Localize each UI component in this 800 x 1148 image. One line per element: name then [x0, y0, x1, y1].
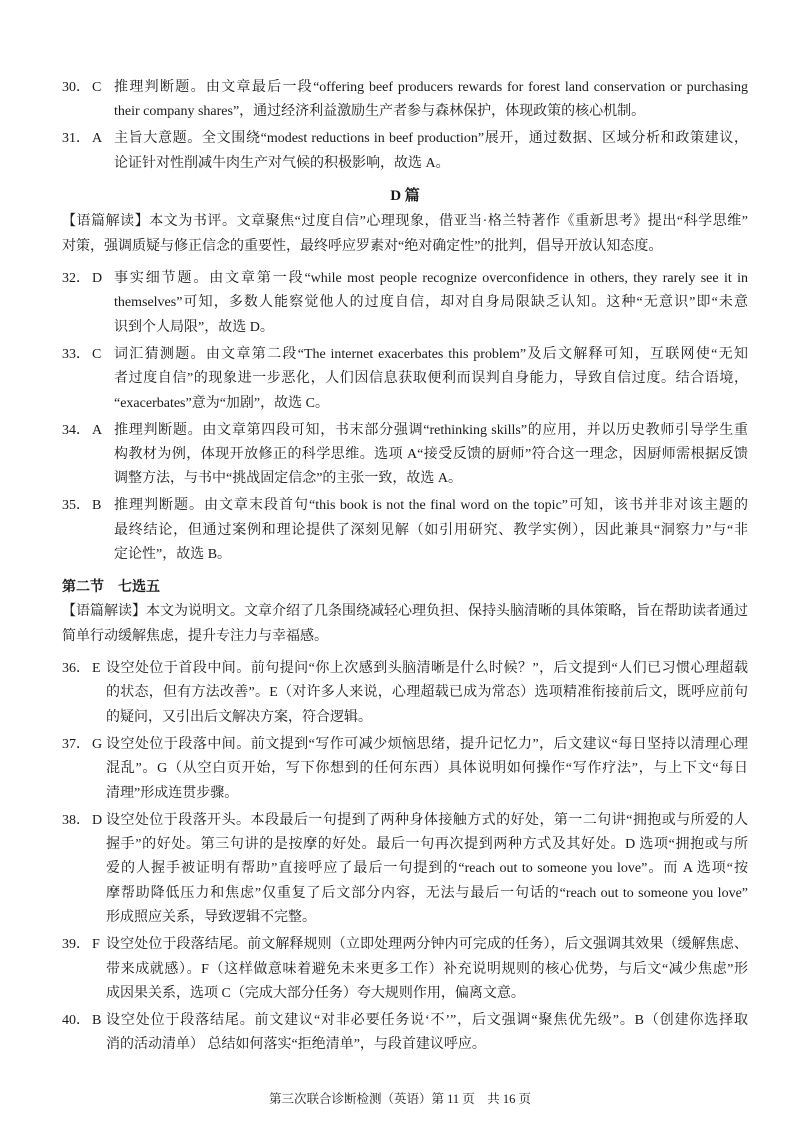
answer-letter: D: [92, 271, 103, 287]
question-number: 30．: [62, 80, 90, 95]
explanation: [106, 933, 748, 1006]
explanation-line: 构教材为例，体现开放修正的科学思维。选项 A“接受反馈的厨师”符合这一理念，因厨师需根据反馈: [114, 447, 748, 463]
explanation-line: 设空处位于段落结尾。前文解释规则（立即处理两分钟内可完成的任务），后文强调其效果（缓解焦虑、: [106, 937, 748, 953]
explanation-line: 调整方法，与书中“挑战固定信念”的主张一致，故选 A。: [114, 471, 463, 487]
explanation-line: their company shares”，通过经济利益激励生产者参与森林保护，体现政策的核心机制。: [114, 104, 646, 120]
explanation-line: 摩帮助降低压力和焦虑”仅重复了后文部分内容，无法与最后一句话的“reach out to someone you love”: [106, 885, 748, 901]
explanation: [114, 76, 748, 125]
question-number: 38．: [62, 812, 90, 828]
answer-letter: E: [92, 660, 101, 676]
answer-letter: G: [92, 736, 103, 752]
explanation-line: themselves”可知，多数人能察觉他人的过度自信，却对自身局限缺乏认知。这种“无意识”即“未意: [114, 295, 748, 311]
reading-line: 【语篇解读】本文为书评。文章聚焦“过度自信”心理现象，借亚当·格兰特著作《重新思考》提出“科学思维”: [62, 214, 748, 230]
question-number: 32．: [62, 271, 90, 287]
explanation-line: 推理判断题。由文章最后一段“offering beef producers rewards for forest land conservation or purchasing: [114, 80, 748, 95]
explanation-line: 消的活动清单） 总结如何落实“拒绝清单”，与段首建议呼应。: [106, 1037, 486, 1053]
question-number: 35．: [62, 498, 90, 514]
answer-letter: C: [92, 346, 102, 362]
explanation-line: 推理判断题。由文章第四段可知，书末部分强调“rethinking skills”的应用，并以历史教师引导学生重: [114, 422, 748, 438]
explanation: [106, 733, 748, 806]
answer-item: [62, 267, 748, 340]
explanation-line: 清理”形成连贯步骤。: [106, 785, 239, 801]
answer-item: [62, 933, 748, 1006]
question-number: 37．: [62, 736, 90, 752]
explanation-line: 事实细节题。由文章第一段“while most people recognize overconfidence in others, they rarely see it in: [114, 271, 748, 287]
explanation-line: 识到个人局限”，故选 D。: [114, 319, 274, 335]
explanation-line: 论证针对性削减牛肉生产对气候的积极影响，故选 A。: [114, 155, 450, 171]
answer-letter: F: [92, 937, 100, 953]
explanation-line: 混乱”。G（从空白页开始，写下你想到的任何东西）具体说明如何操作“写作疗法”，与上下文“每日: [106, 761, 748, 777]
answer-letter: B: [92, 498, 102, 514]
group-d-answers: [62, 267, 748, 568]
explanation-line: 成因果关系，选项 C（完成大部分任务）夸大规则作用，偏离文意。: [106, 985, 525, 1001]
group-seven-choose-five-answers: [62, 657, 748, 1058]
explanation-line: 最终结论，但通过案例和理论提供了深刻见解（如引用研究、教学实例），因此兼具“洞察力”与“非: [114, 522, 748, 538]
explanation-line: 的状态，但有方法改善”。E（对许多人来说，心理超载已成为常态）选项精准衔接前后文，既呼应前句: [106, 685, 748, 701]
answer-letter: A: [92, 131, 103, 147]
explanation-line: 握手”的好处。第三句讲的是按摩的好处。最后一句再次提到两种方式及其好处。D 选项“拥抱或与所: [106, 836, 748, 852]
reading-line: 【语篇解读】本文为说明文。文章介绍了几条围绕减轻心理负担、保持头脑清晰的具体策略，旨在帮助读者通过: [62, 604, 748, 620]
explanation-line: 设空处位于首段中间。前句提问“你上次感到头脑清晰是什么时候？”，后文提到“人们已习惯心理超载: [106, 660, 748, 676]
explanation-line: 的疑问，又引出后文解决方案，符合逻辑。: [106, 709, 372, 725]
explanation: [114, 127, 748, 176]
explanation-line: 设空处位于段落中间。前文提到“写作可减少烦恼思绪，提升记忆力”，后文建议“每日坚持以清理心理: [106, 736, 748, 752]
reading-line: 简单行动缓解焦虑，提升专注力与幸福感。: [62, 628, 328, 644]
reading-line: 对策，强调质疑与修正信念的重要性，最终呼应罗素对“绝对确定性”的批判，倡导开放认知态度。: [62, 238, 663, 254]
explanation-line: 设空处位于段落开头。本段最后一句提到了两种身体接触方式的好处，第一二句讲“拥抱或与所爱的人: [106, 812, 748, 828]
explanation-line: 推理判断题。由文章末段首句“this book is not the final word on the topic”可知，该书并非对该主题的: [114, 498, 748, 514]
answer-item: [62, 343, 748, 416]
explanation-line: 形成照应关系，导致逻辑不完整。: [106, 910, 316, 926]
explanation-line: 设空处位于段落结尾。前文建议“对非必要任务说‘不’”，后文强调“聚焦优先级”。B（创建你选择取: [106, 1012, 748, 1028]
explanation: [106, 809, 748, 931]
question-number: 36．: [62, 660, 90, 676]
explanation-line: 定论性”，故选 B。: [114, 547, 232, 563]
section-d-reading: [62, 210, 748, 259]
section-2-title: 第二节 七选五: [62, 579, 160, 595]
answer-item: [62, 1009, 748, 1058]
answer-item: [62, 127, 748, 176]
section-2-reading: [62, 600, 748, 649]
section-d-title: D 篇: [390, 188, 420, 205]
explanation: [114, 419, 748, 492]
question-number: 33．: [62, 346, 90, 362]
explanation-line: “exacerbates”意为“加剧”，故选 C。: [114, 395, 329, 411]
answer-letter: A: [92, 422, 103, 438]
answer-item: [62, 419, 748, 492]
explanation: [114, 343, 748, 416]
answer-item: [62, 733, 748, 806]
explanation: [106, 657, 748, 730]
answer-item: [62, 657, 748, 730]
explanation-line: 者过度自信”的现象进一步恶化，人们因信息获取便利而误判自身能力，导致自信过度。结合语境，: [114, 371, 748, 387]
question-number: 31．: [62, 131, 90, 147]
answer-letter: B: [92, 1012, 102, 1028]
explanation: [114, 494, 748, 567]
answer-item: [62, 76, 748, 125]
explanation-line: 爱的人握手被证明有帮助”直接呼应了最后一句提到的“reach out to someone you love”。而 A 选项“按: [106, 861, 748, 877]
answer-letter: D: [92, 812, 103, 828]
explanation-line: 带来成就感）。F（这样做意味着避免未来更多工作）补充说明规则的核心优势，与后文“减少焦虑”形: [106, 961, 748, 977]
page-footer: 第三次联合诊断检测（英语）第 11 页 共 16 页: [268, 1091, 532, 1106]
answer-item: [62, 809, 748, 931]
question-number: 39．: [62, 937, 90, 953]
group-c-answers: [62, 76, 748, 176]
answer-item: [62, 494, 748, 567]
question-number: 34．: [62, 422, 90, 438]
answer-letter: C: [92, 80, 102, 95]
explanation-line: 主旨大意题。全文围绕“modest reductions in beef production”展开，通过数据、区域分析和政策建议，: [114, 131, 748, 147]
explanation: [114, 267, 748, 340]
question-number: 40．: [62, 1012, 90, 1028]
explanation: [106, 1009, 748, 1058]
explanation-line: 词汇猜测题。由文章第二段“The internet exacerbates this problem”及后文解释可知，互联网使“无知: [114, 346, 748, 362]
